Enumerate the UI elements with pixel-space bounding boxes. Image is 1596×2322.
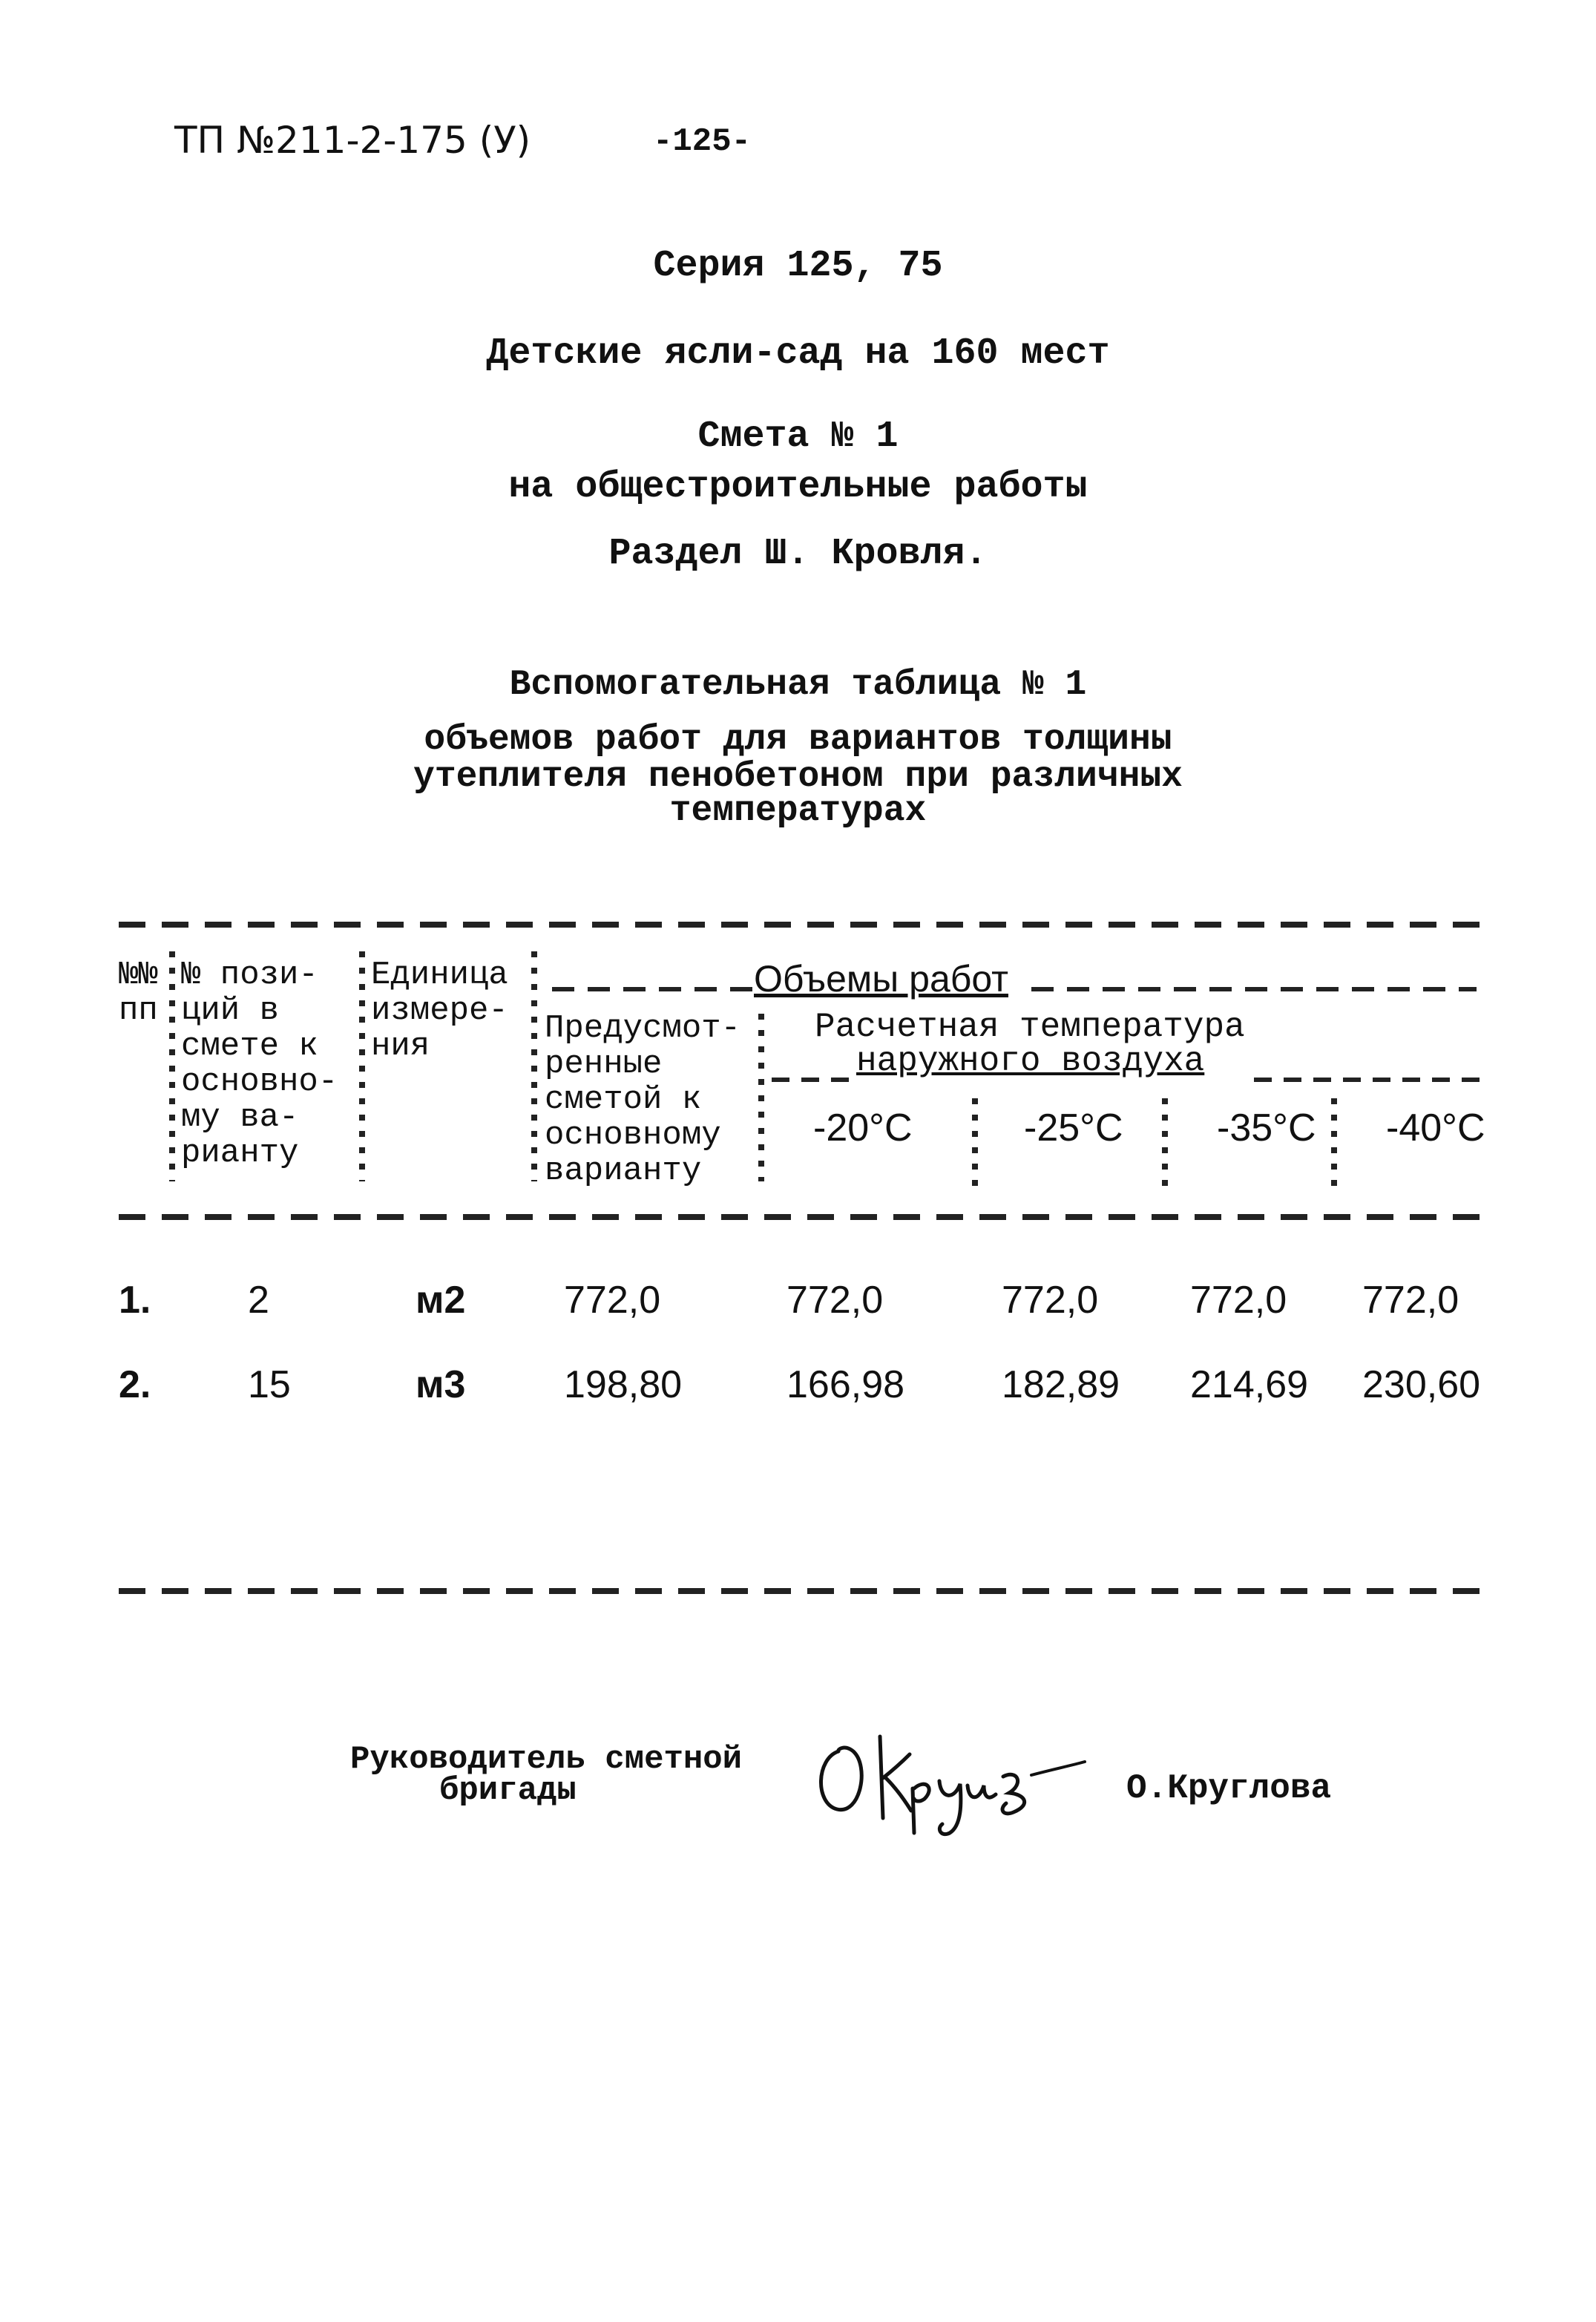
table-header-rule <box>119 1214 1491 1220</box>
col-pos-header-2: ций в <box>181 992 280 1029</box>
col-provided-header-2: ренные <box>545 1046 663 1083</box>
column-separator <box>1162 1098 1168 1187</box>
table-top-rule <box>119 922 1491 928</box>
col-unit-header-2: измере- <box>371 992 508 1029</box>
handwritten-signature <box>809 1707 1106 1840</box>
col-provided-header-5: варианту <box>545 1152 702 1190</box>
row-temp-minus-25: 772,0 <box>1002 1279 1099 1322</box>
column-separator <box>531 951 537 1181</box>
calc-temp-header-1: Расчетная температура <box>815 1008 1245 1046</box>
temp-header-minus-35: -35°С <box>1217 1106 1316 1149</box>
volumes-rule-right <box>1031 987 1477 991</box>
column-separator <box>359 951 365 1181</box>
calc-temp-header-2: наружного воздуха <box>856 1042 1205 1080</box>
temp-header-minus-20: -20°С <box>813 1106 913 1149</box>
col-pos-header-6: рианту <box>181 1135 299 1172</box>
temp-header-minus-40: -40°С <box>1386 1106 1485 1149</box>
row-pos: 15 <box>248 1363 291 1406</box>
signatory-role-line-2: бригады <box>439 1772 577 1809</box>
row-temp-minus-40: 772,0 <box>1362 1279 1459 1322</box>
row-unit: м2 <box>416 1279 466 1322</box>
estimate-subject: на общестроительные работы <box>508 466 1088 508</box>
row-temp-minus-35: 772,0 <box>1190 1279 1287 1322</box>
col-provided-header-4: основному <box>545 1117 721 1154</box>
temp-header-minus-25: -25°С <box>1024 1106 1123 1149</box>
row-temp-minus-35: 214,69 <box>1190 1363 1309 1406</box>
estimate-title: Смета № 1 <box>697 416 899 458</box>
col-unit-header-3: ния <box>371 1028 430 1065</box>
row-pos: 2 <box>248 1279 269 1322</box>
row-temp-minus-20: 166,98 <box>786 1363 905 1406</box>
calc-temp-rule-right <box>1254 1078 1491 1082</box>
column-separator <box>972 1098 978 1187</box>
row-temp-minus-40: 230,60 <box>1362 1363 1481 1406</box>
series-title: Серия 125, 75 <box>653 245 943 287</box>
column-separator <box>169 951 175 1181</box>
aux-table-subtitle-1: объемов работ для вариантов толщины <box>424 720 1172 760</box>
signatory-name: О.Круглова <box>1126 1769 1332 1808</box>
object-title: Детские ясли-сад на 160 мест <box>486 332 1110 375</box>
row-unit: м3 <box>416 1363 466 1406</box>
row-temp-minus-25: 182,89 <box>1002 1363 1120 1406</box>
row-num: 1. <box>119 1279 151 1322</box>
page-number: -125- <box>653 123 752 160</box>
volumes-rule-left <box>552 987 752 991</box>
signatory-role-line-1: Руководитель сметной <box>350 1741 743 1778</box>
col-pos-header-3: смете к <box>181 1028 318 1065</box>
volumes-title: Объемы работ <box>754 958 1008 1000</box>
section-title: Раздел Ш. Кровля. <box>608 533 988 575</box>
column-separator <box>1331 1098 1337 1187</box>
row-provided: 198,80 <box>564 1363 683 1406</box>
aux-table-subtitle-3: температурах <box>669 791 927 831</box>
column-separator <box>758 1014 764 1181</box>
calc-temp-rule-left <box>772 1078 853 1082</box>
row-provided: 772,0 <box>564 1279 661 1322</box>
row-temp-minus-20: 772,0 <box>786 1279 884 1322</box>
aux-table-title: Вспомогательная таблица № 1 <box>509 665 1087 705</box>
col-pos-header-5: му ва- <box>181 1099 299 1136</box>
col-num-header-1: №№ <box>119 957 158 994</box>
col-provided-header-1: Предусмот- <box>545 1010 741 1047</box>
col-unit-header-1: Единица <box>371 957 508 994</box>
table-bottom-rule <box>119 1588 1491 1594</box>
col-pos-header-4: основно- <box>181 1063 338 1101</box>
document-code: ТП №211-2-175 (У) <box>174 119 531 162</box>
aux-table-subtitle-2: утеплителя пенобетоном при различных <box>413 757 1183 797</box>
row-num: 2. <box>119 1363 151 1406</box>
col-provided-header-3: сметой к <box>545 1081 702 1118</box>
col-num-header-2: пп <box>119 992 158 1029</box>
col-pos-header-1: № пози- <box>181 957 318 994</box>
